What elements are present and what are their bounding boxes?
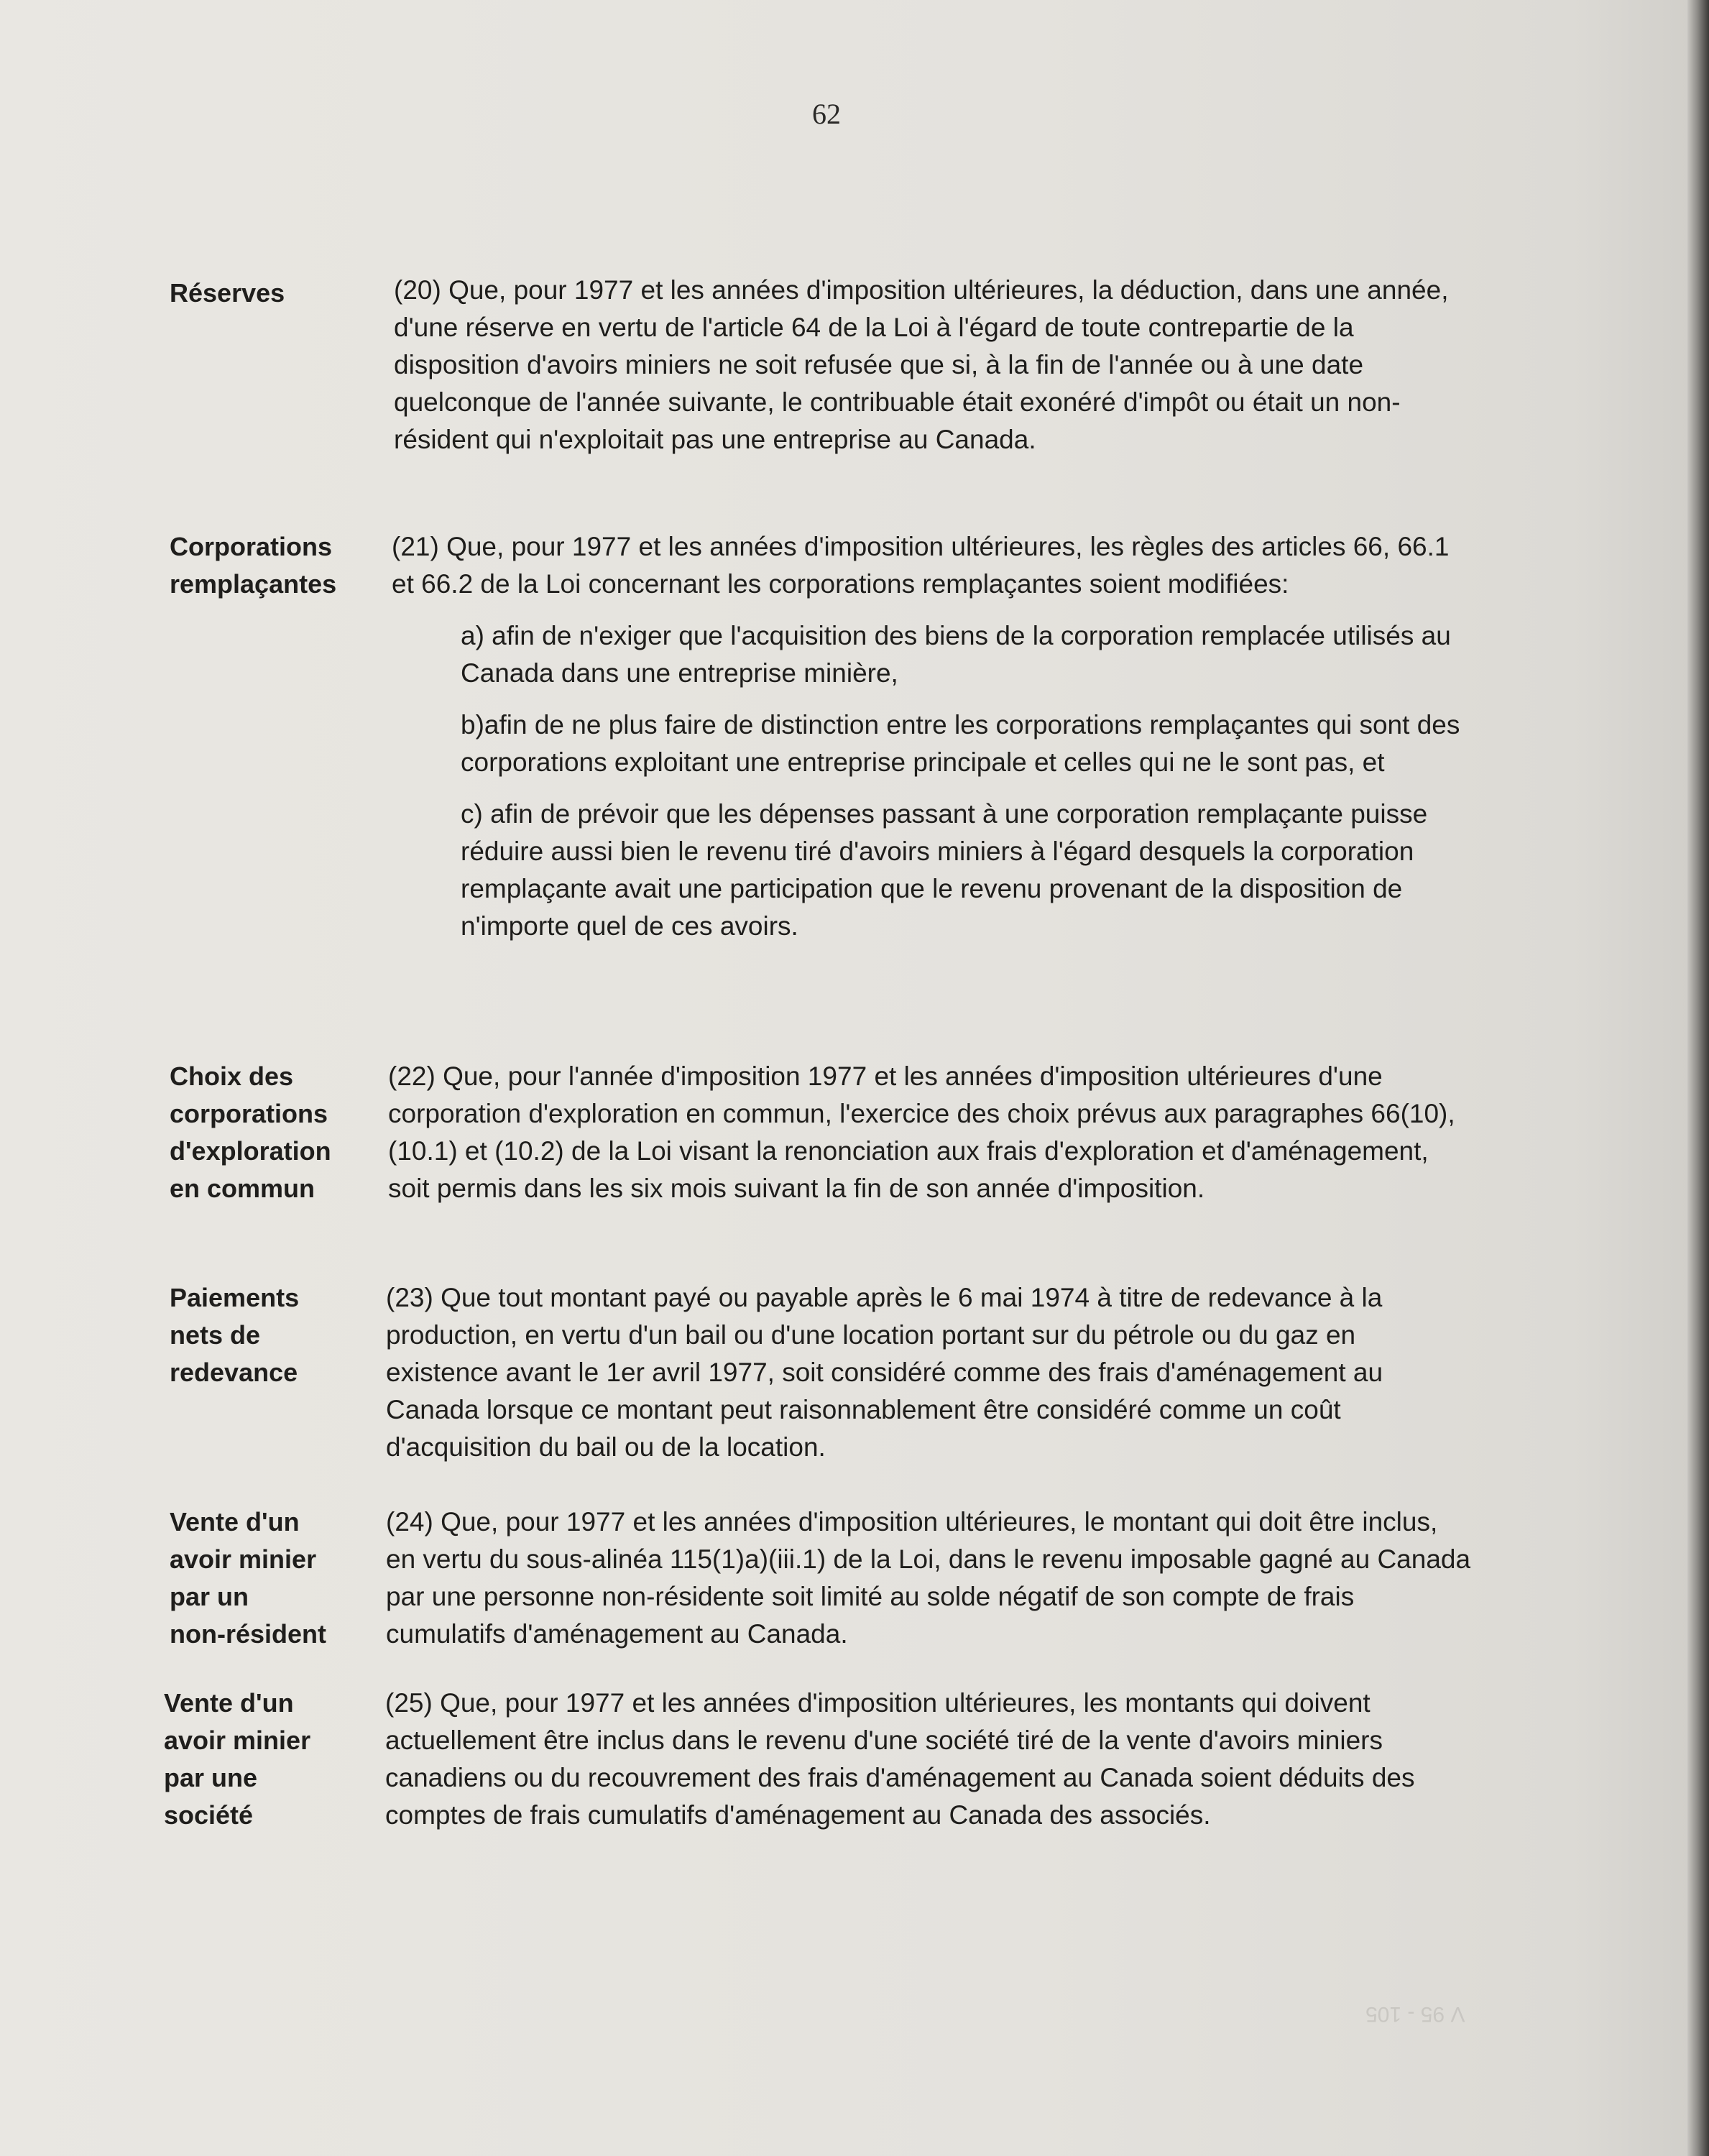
- margin-heading-line: Vente d'un: [164, 1688, 294, 1718]
- section-body: [386, 1503, 1471, 1653]
- margin-heading: [170, 275, 385, 312]
- margin-heading: [170, 528, 385, 603]
- binding-edge: [1687, 0, 1709, 2156]
- margin-heading: [170, 1279, 385, 1391]
- page-footer: V 95 - 105: [1365, 2002, 1465, 2026]
- margin-heading-line: Paiements: [170, 1283, 300, 1312]
- section-body: [392, 528, 1477, 945]
- margin-heading: [170, 1058, 385, 1207]
- paragraph: (20) Que, pour 1977 et les années d'imposition ultérieures, la déduction, dans une année, d'une réserve en vertu de l'article 64 de la Loi à l'égard de toute contrepartie de la disposition d'avoirs miniers ne soit refusée que si, à la fin de l'année ou à une date quelconque de l'année suivante, le contribuable était exonéré d'impôt ou était un non-résident qui n'exploitait pas une entreprise au Canada.: [394, 275, 1449, 454]
- section-body: [385, 1685, 1470, 1834]
- margin-heading-line: corporations: [170, 1099, 328, 1128]
- margin-heading-line: redevance: [170, 1358, 298, 1387]
- section-body: [394, 272, 1479, 459]
- margin-heading-line: Réserves: [170, 278, 285, 308]
- paragraph: (23) Que tout montant payé ou payable après le 6 mai 1974 à titre de redevance à la production, en vertu d'un bail ou d'une location portant sur du pétrole ou du gaz en existence avant le 1er avril 1977, soit considéré comme des frais d'aménagement au Canada lorsque ce montant peut raisonnablement être considéré comme un coût d'acquisition du bail ou de la location.: [386, 1283, 1383, 1462]
- section-body: [388, 1058, 1473, 1207]
- margin-heading: [170, 1503, 385, 1653]
- page-number: 62: [812, 98, 841, 130]
- margin-heading-line: par un: [170, 1582, 249, 1611]
- margin-heading-line: avoir minier: [170, 1544, 317, 1574]
- margin-heading-line: Choix des: [170, 1061, 294, 1091]
- paragraph: (21) Que, pour 1977 et les années d'imposition ultérieures, les règles des articles 66, 66.1 et 66.2 de la Loi concernant les corporations remplaçantes soient modifiées:: [392, 532, 1450, 599]
- list-item: c) afin de prévoir que les dépenses passant à une corporation remplaçante puisse réduire aussi bien le revenu tiré d'avoirs miniers à l'égard desquels la corporation remplaçante avait une participation que le revenu provenant de la disposition de n'importe quel de ces avoirs.: [461, 799, 1428, 941]
- margin-heading: [164, 1685, 379, 1834]
- margin-heading-line: Corporations: [170, 532, 333, 561]
- margin-heading-line: avoir minier: [164, 1726, 311, 1755]
- paragraph: (24) Que, pour 1977 et les années d'imposition ultérieures, le montant qui doit être inclus, en vertu du sous-alinéa 115(1)a)(iii.1) de la Loi, dans le revenu imposable gagné au Canada par une personne non-résidente soit limité au solde négatif de son compte de frais cumulatifs d'aménagement au Canada.: [386, 1507, 1471, 1649]
- list-item: b)afin de ne plus faire de distinction entre les corporations remplaçantes qui sont des corporations exploitant une entreprise principale et celles qui ne le sont pas, et: [461, 710, 1460, 777]
- section-body: [386, 1279, 1471, 1466]
- margin-heading-line: d'exploration: [170, 1136, 331, 1166]
- margin-heading-line: nets de: [170, 1320, 261, 1350]
- margin-heading-line: remplaçantes: [170, 569, 337, 599]
- margin-heading-line: par une: [164, 1763, 258, 1792]
- paragraph: (22) Que, pour l'année d'imposition 1977 et les années d'imposition ultérieures d'une corporation d'exploration en commun, l'exercice des choix prévus aux paragraphes 66(10), (10.1) et (10.2) de la Loi visant la renonciation aux frais d'exploration et d'aménagement, soit permis dans les six mois suivant la fin de son année d'imposition.: [388, 1061, 1455, 1203]
- margin-heading-line: en commun: [170, 1174, 315, 1203]
- margin-heading-line: société: [164, 1800, 254, 1830]
- paragraph: (25) Que, pour 1977 et les années d'imposition ultérieures, les montants qui doivent actuellement être inclus dans le revenu d'une société tiré de la vente d'avoirs miniers canadiens ou du recouvrement des frais d'aménagement au Canada soient déduits des comptes de frais cumulatifs d'aménagement au Canada des associés.: [385, 1688, 1415, 1830]
- margin-heading-line: Vente d'un: [170, 1507, 300, 1537]
- margin-heading-line: non-résident: [170, 1619, 327, 1649]
- list-item: a) afin de n'exiger que l'acquisition des biens de la corporation remplacée utilisés au Canada dans une entreprise minière,: [461, 621, 1451, 688]
